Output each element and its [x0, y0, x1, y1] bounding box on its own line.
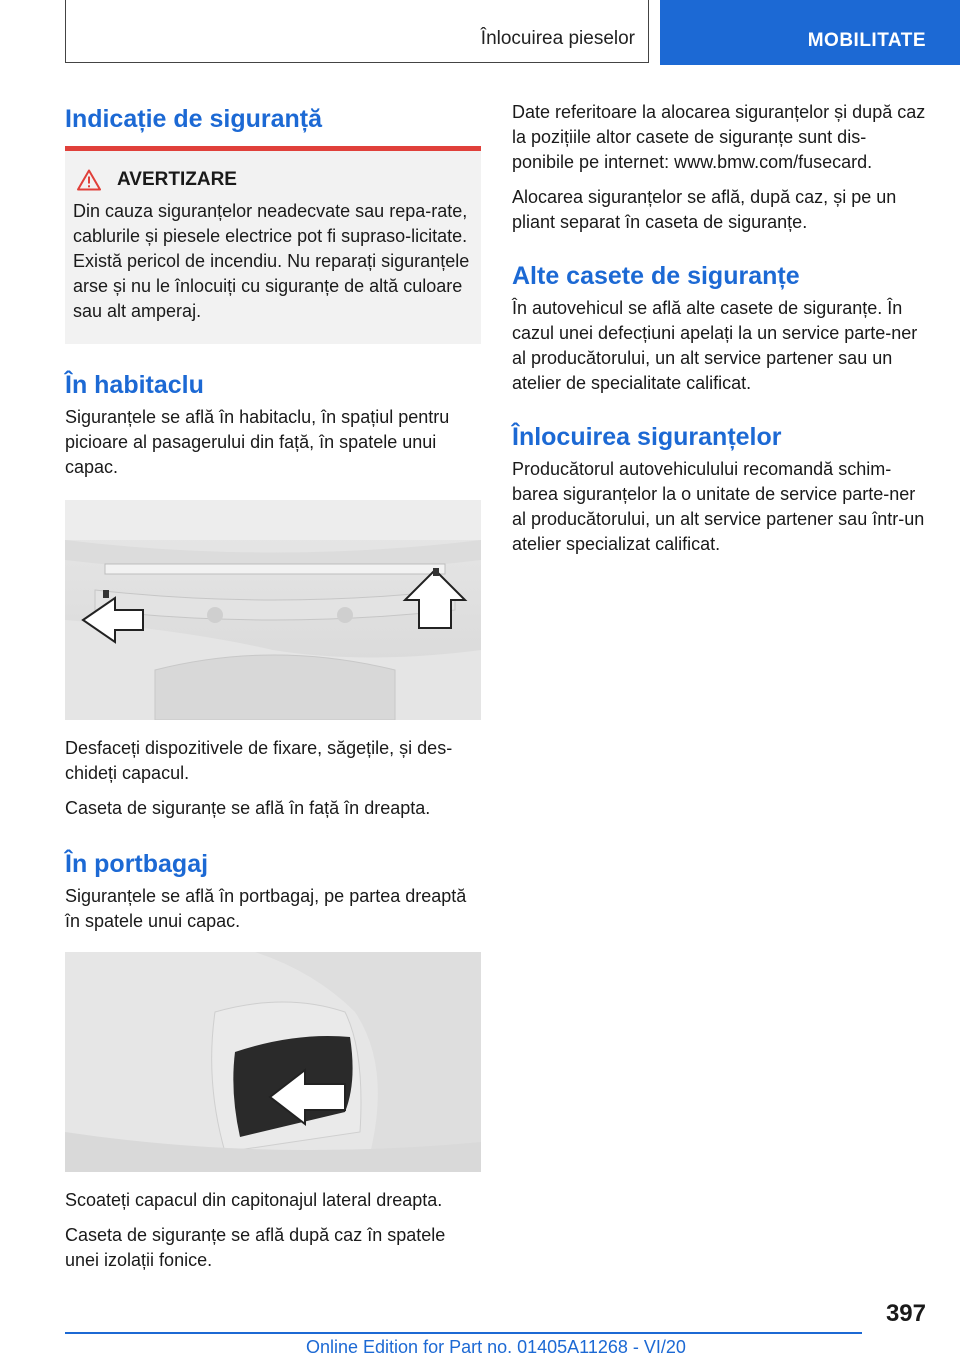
portbagaj-step1: Scoateți capacul din capitonajul lateral dreapta. — [65, 1190, 443, 1210]
replace-heading: Înlocuirea siguranțelor — [512, 423, 782, 451]
warning-text: Din cauza siguranțelor neadecvate sau repa-rate, cablurile și piesele electrice pot fi supraso-licitate. Există pericol de incendiu. Nu reparați siguranțele arse și nu le înlocuiți cu siguranțe de altă culoare sau alt amperaj. — [73, 201, 470, 321]
habitaclu-figure — [65, 500, 481, 720]
portbagaj-intro: Siguranțele se află în portbagaj, pe partea dreaptă în spatele unui capac. — [65, 886, 467, 931]
habitaclu-intro: Siguranțele se află în habitaclu, în spațiul pentru picioare al pasagerului din față, în spatele unui capac. — [65, 407, 450, 477]
safety-title: Indicație de siguranță — [65, 105, 323, 133]
chapter-tab-label: MOBILITATE — [807, 30, 926, 51]
right-column — [512, 100, 927, 557]
habitaclu-heading: În habitaclu — [65, 371, 204, 399]
other-boxes-text: În autovehicul se află alte casete de siguranțe. În cazul unei defecțiuni apelați la un service parte-ner al producătorului, un alt service partener sau un atelier de specialitate calificat. — [512, 298, 918, 393]
warning-triangle-icon — [77, 169, 101, 191]
footer-rule — [65, 1332, 862, 1334]
chapter-tab[interactable] — [660, 0, 960, 65]
portbagaj-heading: În portbagaj — [65, 850, 209, 878]
warning-box — [65, 151, 481, 344]
warning-label: AVERTIZARE — [117, 169, 237, 190]
header-section-title: Înlocuirea pieselor — [480, 28, 635, 49]
page-number: 397 — [885, 1300, 926, 1327]
portbagaj-step2: Caseta de siguranțe se află după caz în spatele unei izolații fonice. — [65, 1225, 446, 1270]
portbagaj-figure — [65, 952, 481, 1172]
habitaclu-step1: Desfaceți dispozitivele de fixare, săgețile, și des-chideți capacul. — [65, 738, 453, 783]
footer-edition: Online Edition for Part no. 01405A11268 - VI/20 — [306, 1337, 686, 1357]
fusecard-info: Date referitoare la alocarea siguranțelor și după caz la pozițiile altor casete de siguranțe sunt dis-ponibile pe internet: www.bmw.com/fusecard. — [512, 102, 926, 172]
left-column — [65, 100, 481, 1273]
other-boxes-heading: Alte casete de siguranțe — [512, 262, 800, 290]
fuse-leaflet-info: Alocarea siguranțelor se află, după caz, și pe un pliant separat în caseta de siguranțe. — [512, 187, 897, 232]
replace-text: Producătorul autovehiculului recomandă schim-barea siguranțelor la o unitate de service parte-ner al producătorului, un alt service partener sau într-un atelier specializat calificat. — [512, 459, 925, 554]
habitaclu-step2: Caseta de siguranțe se află în față în dreapta. — [65, 798, 431, 818]
